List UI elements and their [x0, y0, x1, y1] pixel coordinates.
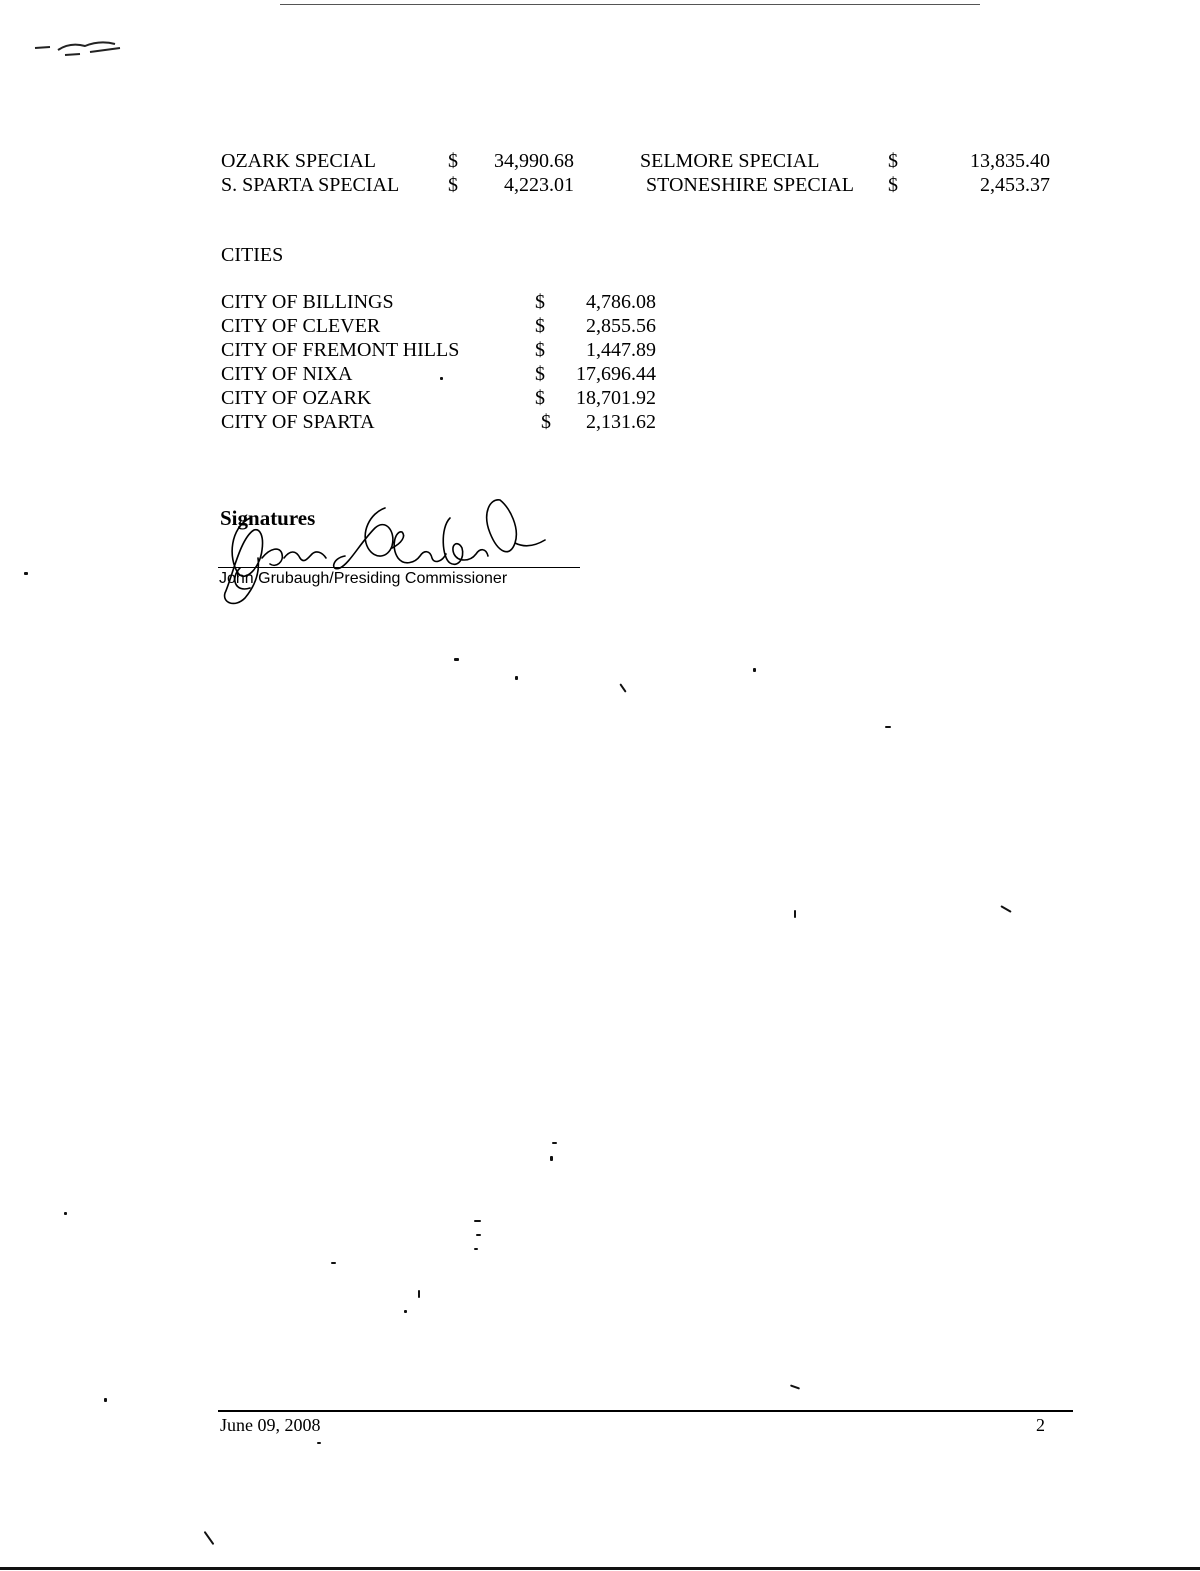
city-label: CITY OF CLEVER — [221, 315, 381, 337]
city-row — [0, 362, 1200, 386]
bottom-edge-rule — [0, 1567, 1200, 1570]
scan-speck — [476, 1234, 481, 1236]
scan-speck — [790, 1384, 800, 1389]
special-label: SELMORE SPECIAL — [640, 150, 820, 172]
signatures-heading: Signatures — [220, 506, 316, 530]
city-row — [0, 290, 1200, 314]
scan-speck — [885, 726, 891, 728]
scan-speck — [404, 1310, 407, 1313]
scan-speck — [794, 910, 796, 918]
city-row — [0, 410, 1200, 434]
city-amount: 1,447.89 — [586, 339, 656, 361]
city-label: CITY OF OZARK — [221, 387, 372, 409]
city-amount: 2,855.56 — [586, 315, 656, 337]
currency-symbol: $ — [888, 150, 898, 172]
top-edge-rule — [280, 4, 980, 5]
currency-symbol: $ — [448, 174, 458, 196]
scan-speck — [550, 1156, 553, 1161]
scan-speck — [753, 668, 756, 672]
city-row — [0, 338, 1200, 362]
city-row — [0, 314, 1200, 338]
special-row — [0, 149, 1200, 173]
special-amount: 4,223.01 — [504, 174, 574, 196]
currency-symbol: $ — [535, 291, 545, 313]
scan-speck — [24, 572, 28, 575]
city-amount: 4,786.08 — [586, 291, 656, 313]
scan-speck — [1000, 905, 1011, 913]
special-label: OZARK SPECIAL — [221, 150, 377, 172]
scan-speck — [418, 1290, 420, 1298]
currency-symbol: $ — [535, 363, 545, 385]
scan-speck — [64, 1212, 67, 1215]
special-label: STONESHIRE SPECIAL — [646, 174, 854, 196]
section-heading-cities: CITIES — [221, 244, 284, 266]
signatory-caption: John Grubaugh/Presiding Commissioner — [219, 570, 508, 587]
special-label: S. SPARTA SPECIAL — [221, 174, 400, 196]
footer-rule — [218, 1410, 1073, 1412]
scan-smudge-mark — [30, 30, 140, 70]
special-amount: 13,835.40 — [970, 150, 1050, 172]
currency-symbol: $ — [448, 150, 458, 172]
currency-symbol: $ — [888, 174, 898, 196]
scan-speck — [440, 377, 443, 380]
special-amount: 34,990.68 — [494, 150, 574, 172]
city-amount: 17,696.44 — [576, 363, 656, 385]
scan-speck — [552, 1142, 557, 1144]
currency-symbol: $ — [541, 411, 551, 433]
special-row — [0, 173, 1200, 197]
scan-speck — [474, 1248, 478, 1250]
city-row — [0, 386, 1200, 410]
scan-speck — [331, 1262, 336, 1264]
city-label: CITY OF NIXA — [221, 363, 353, 385]
scan-speck — [317, 1442, 321, 1444]
city-label: CITY OF BILLINGS — [221, 291, 394, 313]
currency-symbol: $ — [535, 387, 545, 409]
city-amount: 18,701.92 — [576, 387, 656, 409]
footer-date: June 09, 2008 — [220, 1415, 321, 1435]
currency-symbol: $ — [535, 339, 545, 361]
scan-speck — [474, 1220, 481, 1222]
city-label: CITY OF FREMONT HILLS — [221, 339, 460, 361]
scan-speck — [619, 683, 626, 692]
scan-speck — [454, 658, 459, 661]
handwritten-signature — [210, 488, 570, 613]
page-number: 2 — [1036, 1415, 1045, 1435]
city-label: CITY OF SPARTA — [221, 411, 375, 433]
scan-speck — [204, 1531, 215, 1545]
scan-speck — [104, 1398, 107, 1402]
city-amount: 2,131.62 — [586, 411, 656, 433]
special-amount: 2,453.37 — [980, 174, 1050, 196]
scan-speck — [515, 676, 518, 680]
currency-symbol: $ — [535, 315, 545, 337]
